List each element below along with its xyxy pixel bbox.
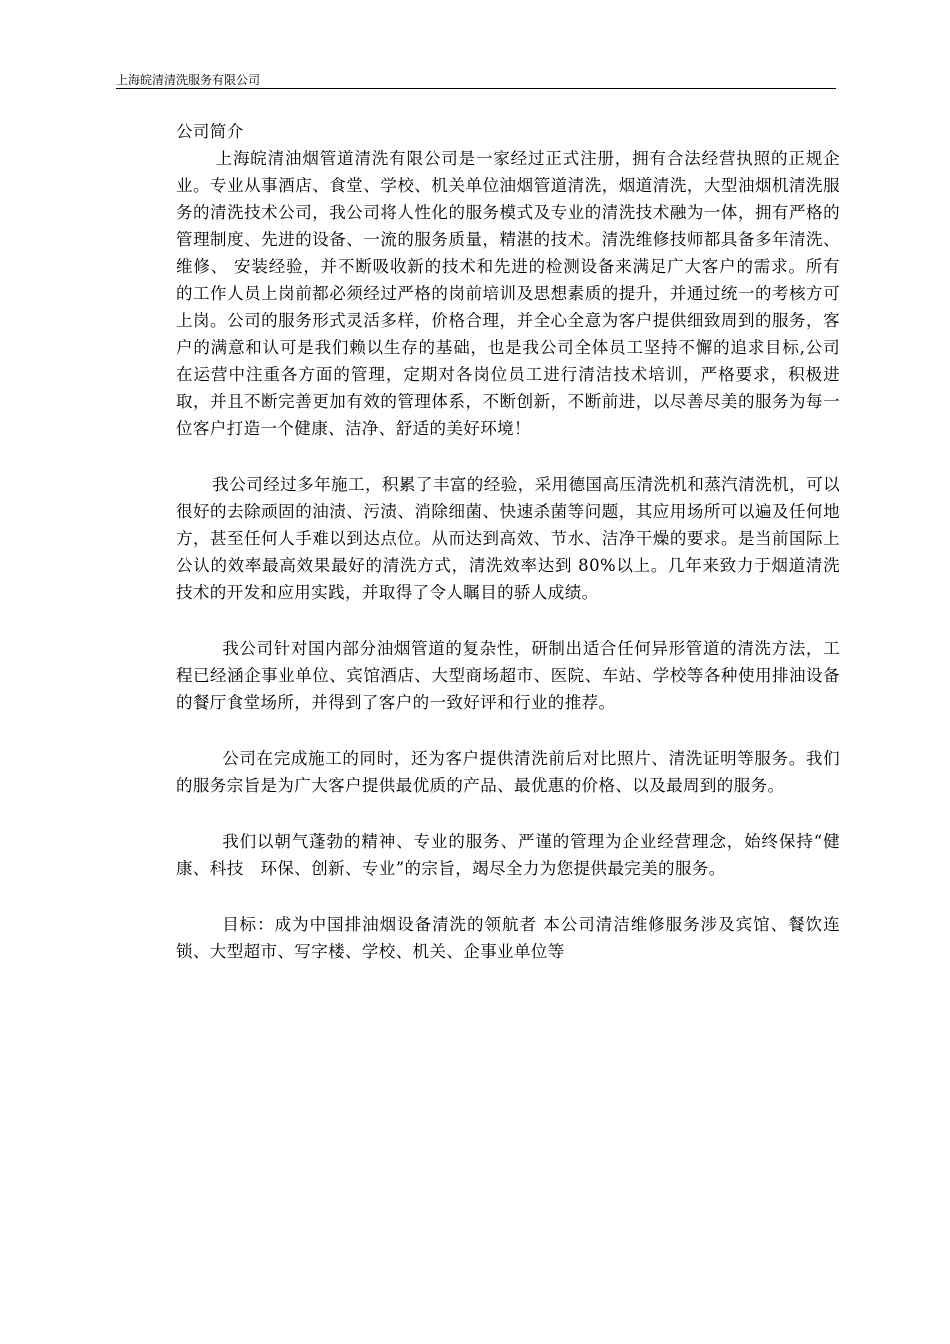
document-body [176,118,840,965]
paragraph-company-intro: 上海皖清油烟管道清洗有限公司是一家经过正式注册，拥有合法经营执照的正规企业。专业从事酒店、食堂、学校、机关单位油烟管道清洗，烟道清洗，大型油烟机清洗服务的清洗技术公司，我公司将人性化的服务模式及专业的清洗技术融为一体，拥有严格的管理制度、先进的设备、一流的服务质量，精湛的技术。清洗维修技师都具备多年清洗、维修、 安装经验，并不断吸收新的技术和先进的检测设备来满足广大客户的需求。所有的工作人员上岗前都必须经过严格的岗前培训及思想素质的提升，并通过统一的考核方可上岗。公司的服务形式灵活多样，价格合理，并全心全意为客户提供细致周到的服务，客户的满意和认可是我们赖以生存的基础，也是我公司全体员工坚持不懈的追求目标,公司在运营中注重各方面的管理，定期对各岗位员工进行清洁技术培训，严格要求，积极进取，并且不断完善更加有效的管理体系，不断创新，不断前进，以尽善尽美的服务为每一位客户打造一个健康、洁净、舒适的美好环境！ [176,149,840,438]
page-header: 上海皖清清洗服务有限公司 [116,73,261,87]
paragraph-services: 公司在完成施工的同时，还为客户提供清洗前后对比照片、清洗证明等服务。我们的服务宗旨是为广大客户提供最优质的产品、最优惠的价格、以及最周到的服务。 [176,749,840,795]
header-divider [116,88,836,89]
paragraph-methods: 我公司针对国内部分油烟管道的复杂性，研制出适合任何异形管道的清洗方法，工程已经涵企事业单位、宾馆酒店、大型商场超市、医院、车站、学校等各种使用排油设备的餐厅食堂场所，并得到了客户的一致好评和行业的推荐。 [176,639,840,712]
paragraph-philosophy: 我们以朝气蓬勃的精神、专业的服务、严谨的管理为企业经营理念，始终保持“健康、科技 环保、创新、专业”的宗旨，竭尽全力为您提供最完美的服务。 [176,832,840,878]
section-title: 公司简介 [176,122,244,141]
paragraph-equipment: 我公司经过多年施工，积累了丰富的经验，采用德国高压清洗机和蒸汽清洗机，可以很好的去除顽固的油渍、污渍、消除细菌、快速杀菌等问题，其应用场所可以遍及任何地方，甚至任何人手难以到达点位。从而达到高效、节水、洁净干燥的要求。是当前国际上公认的效率最高效果最好的清洗方式，清洗效率达到 80%以上。几年来致力于烟道清洗技术的开发和应用实践，并取得了令人瞩目的骄人成绩。 [176,475,840,602]
paragraph-goal: 目标：成为中国排油烟设备清洗的领航者 本公司清洁维修服务涉及宾馆、餐饮连锁、大型超市、写字楼、学校、机关、企事业单位等 [176,915,840,961]
